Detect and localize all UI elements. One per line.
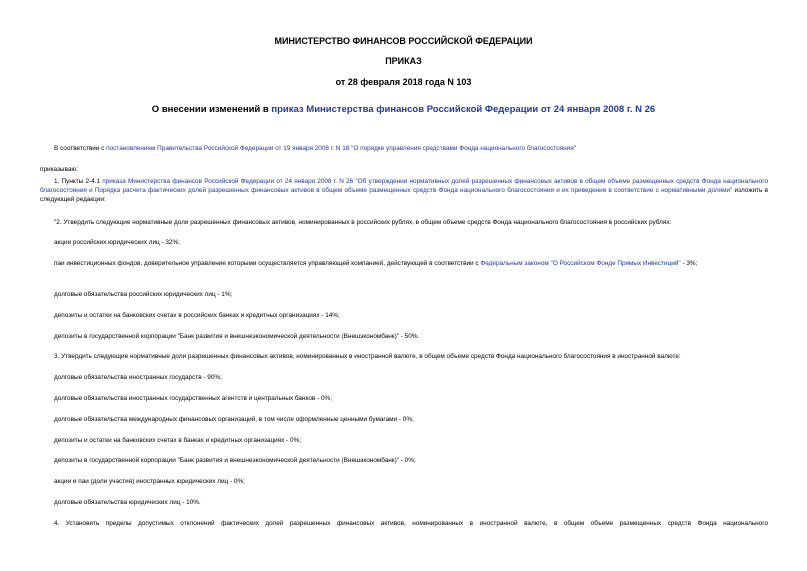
funds-prefix: паи инвестиционных фондов, доверительное управление которыми осуществляется управляющей компанией, действующей в соответствии с — [54, 260, 481, 267]
funds-suffix: - 3%; — [680, 260, 698, 267]
list-item-foreign-states: долговые обязательства иностранных государств - 90%; — [54, 374, 222, 381]
document-type: ПРИКАЗ — [385, 56, 422, 66]
list-item-foreign-agencies: долговые обязательства иностранных государственных агентств и центральных банков - 0%; — [54, 395, 333, 402]
paragraph-1-link[interactable]: приказа Министерства финансов Российской Федерации от 24 января 2008 г. N 26 "Об утверждении нормативных долей разрешенных финансовых активов в общем объеме размещенных средств Фонда национального благосостояния и Порядка расчета фактических долей разрешенных финансовых активов в общем объеме размещенных средств Фонда национального благосостояния и их приведения в соответствие с нормативными долями" — [40, 178, 768, 194]
paragraph-1-prefix: 1. Пункты 2-4.1 — [54, 178, 103, 185]
list-item-funds — [40, 260, 768, 269]
ministry-title: МИНИСТЕРСТВО ФИНАНСОВ РОССИЙСКОЙ ФЕДЕРАЦИИ — [274, 36, 533, 46]
document-subject — [0, 104, 807, 115]
order-word: приказываю: — [40, 166, 78, 173]
list-item-debt-ru: долговые обязательства российских юридических лиц - 1%; — [54, 291, 233, 298]
paragraph-1-suffix: изложить в следующей редакции: — [40, 186, 768, 203]
list-item-veb-fx: депозиты в государственной корпорации "Банк развития и внешнеэкономической деятельности (Внешэкономбанк)" - 0%; — [54, 457, 416, 464]
basis-link[interactable]: постановлением Правительства Российской Федерации от 19 января 2008 г. N 18 "О порядке управления средствами Фонда национального благосостояния" — [106, 145, 576, 152]
list-item-veb-ru: депозиты в государственной корпорации "Банк развития и внешнеэкономической деятельности (Внешэкономбанк)" - 50%. — [54, 333, 420, 340]
subject-link[interactable]: приказ Министерства финансов Российской Федерации от 24 января 2008 г. N 26 — [271, 104, 656, 115]
basis-prefix: В соответствии с — [54, 145, 107, 152]
list-item-deposits-ru: депозиты и остатки на банковских счетах в российских банках и кредитных организациях - 14%; — [54, 312, 340, 319]
subject-prefix: О внесении изменений в — [151, 104, 272, 115]
paragraph-4: 4. Установить пределы допустимых отклонений фактических долей разрешенных финансовых активов, номинированных в иностранной валюте, в общем объеме размещенных средств Фонда национального — [54, 520, 768, 527]
paragraph-2: "2. Утвердить следующие нормативные доли разрешенных финансовых активов, номинированных в российских рублях, в общем объеме средств Фонда национального благосостояния в российских рублях: — [54, 219, 672, 226]
list-item-foreign-shares: акции и паи (доли участия) иностранных юридических лиц - 0%; — [54, 478, 245, 485]
basis-paragraph — [40, 145, 768, 154]
funds-law-link[interactable]: Федеральным законом "О Российском Фонде Прямых Инвестиций" — [480, 260, 681, 267]
paragraph-1 — [40, 178, 768, 204]
list-item-deposits-fx: депозиты и остатки на банковских счетах в банках и кредитных организациях - 0%; — [54, 437, 302, 444]
list-item-shares: акции российских юридических лиц - 32%; — [54, 239, 180, 246]
document-date-number: от 28 февраля 2018 года N 103 — [335, 77, 472, 87]
list-item-international-orgs: долговые обязательства международных финансовых организаций, в том числе оформленные ценными бумагами - 0%; — [54, 416, 414, 423]
paragraph-3: 3. Утвердить следующие нормативные доли разрешенных финансовых активов, номинированных в иностранной валюте, в общем объеме средств Фонда национального благосостояния в иностранной валюте: — [54, 353, 681, 360]
list-item-foreign-corp-debt: долговые обязательства юридических лиц - 10%. — [54, 499, 201, 506]
